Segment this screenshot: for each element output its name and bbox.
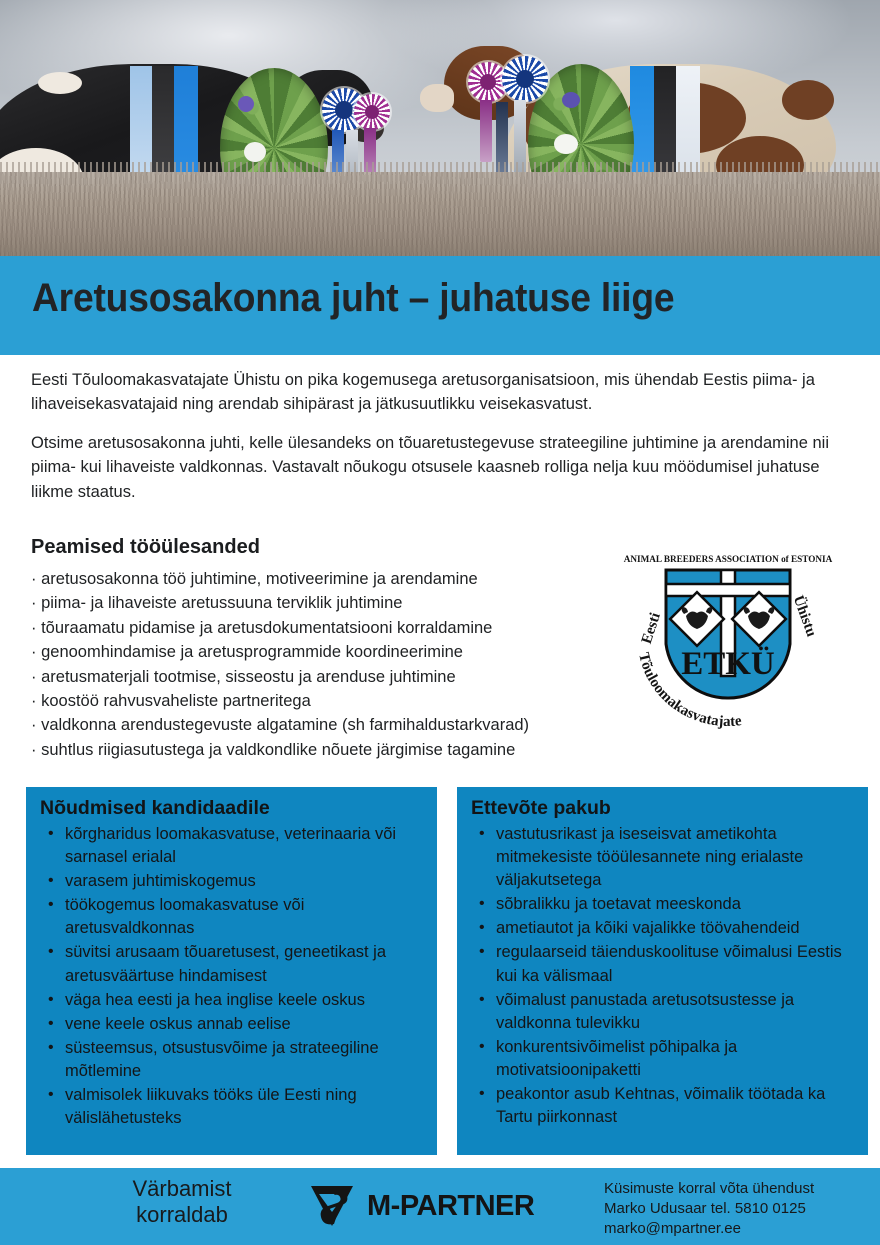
svg-text:Eesti [639,611,664,646]
rosette-center [516,70,534,88]
intro-paragraph-1 [31,368,831,417]
requirements-heading: Nõudmised kandidaadile [40,797,270,819]
wreath-flower [238,96,254,112]
cow-right-rosette [502,56,548,102]
cow-right-muzzle [420,84,454,112]
etku-cross-horizontal [666,584,790,596]
requirement-item: • kõrgharidus loomakasvatuse, veterinaaria või sarnasel erialal [65,823,423,869]
task-item: · koostöö rahvusvaheliste partneritega [31,689,631,713]
recruiter-line-1: Värbamist [132,1176,232,1201]
task-item: · genoomhindamise ja aretusprogrammide koordineerimine [31,640,631,664]
grass-field [0,172,880,256]
title-band [0,256,880,355]
requirement-item: • töökogemus loomakasvatuse või aretusvaldkonnas [65,894,423,940]
offer-item: • peakontor asub Kehtnas, võimalik töötada ka Tartu piirkonnast [496,1083,854,1129]
cow-left-rosette [354,94,390,130]
offer-item: • sõbralikku ja toetavat meeskonda [496,893,854,916]
rosette-center [335,101,353,119]
contact-email[interactable]: marko@mpartner.ee [604,1219,741,1237]
intro-p2-line3: Vastavalt nõukogu otsusele kaasneb rolliga nelja kuu möödumisel juhatuse liikme staatus. [31,458,820,501]
etku-top-text: ANIMAL BREEDERS ASSOCIATION of ESTONIA [623,554,833,564]
requirement-item: • valmisolek liikuvaks tööks üle Eesti ning välislähetusteks [65,1084,423,1130]
wreath-flower [554,134,578,154]
offer-item: • vastutusrikast ja iseseisvat ametikohta mitmekesiste tööülesannete ning erialaste väljakutsetega [496,823,854,892]
svg-text:Ühistu [790,593,821,639]
page-title: Aretusosakonna juht – juhatuse liige [32,276,675,320]
tasks-heading: Peamised tööülesanded [31,536,260,558]
offers-heading: Ettevõte pakub [471,797,611,819]
etku-monogram: ETKÜ [681,646,775,682]
tasks-section [31,536,631,762]
cow-left-patch [38,72,82,94]
intro-p1-line1: Eesti Tõuloomakasvatajate Ühistu on pika kogemusega aretusorganisatsioon, mis ühendab [31,371,699,389]
intro-paragraph-2 [31,431,831,504]
offer-item: • võimalust panustada aretusotsustesse ja valdkonna tulevikku [496,989,854,1035]
etku-arc-yhistu: Ühistu [789,593,820,639]
task-item: · aretusosakonna töö juhtimine, motiveerimine ja arendamine [31,567,631,591]
offer-item: • regulaarseid täienduskoolituse võimalusi Eestis kui ka välismaal [496,941,854,987]
task-item: · valdkonna arendustegevuste algatamine (sh farmihaldustarkvarad) [31,713,631,737]
intro-section [31,368,831,504]
intro-p2-line2: arendamine nii piima- kui lihaveiste valdkonnas. [31,433,829,477]
requirements-list [40,823,423,1130]
offer-item: • ametiautot ja kõiki vajalikke töövahendeid [496,917,854,940]
task-item: · suhtlus riigiasutustega ja valdkondlike nõuete järgimise tagamine [31,738,631,762]
contact-block [604,1179,874,1238]
offers-box [457,787,868,1155]
tasks-list [31,567,631,762]
task-item: · tõuraamatu pidamise ja aretusdokumentatsiooni korraldamine [31,616,631,640]
requirement-item: • varasem juhtimiskogemus [65,870,423,893]
requirement-item: • vene keele oskus annab eelise [65,1013,423,1036]
rosette-center [480,74,496,90]
m-partner-mark-icon [311,1186,353,1226]
recruiter-line-2: korraldab [136,1201,228,1227]
contact-line-1: Küsimuste korral võta ühendust [604,1180,815,1197]
footer-band [0,1168,880,1245]
hero-photo [0,0,880,256]
wreath-flower [562,92,580,108]
rosette-tail [480,100,492,162]
etku-arc-eesti: Eesti [638,610,664,646]
etku-logo [622,548,834,734]
m-partner-wordmark: M-PARTNER [367,1190,535,1222]
contact-line-2: Marko Udusaar tel. 5810 0125 [604,1199,806,1217]
etku-arc-text: Tõuloomakasvatajate [635,651,743,731]
intro-p1-line2: Eestis piima- ja lihaveisekasvatajaid ning arendab sihipärast ja jätkusuutlikku veisekasvatust. [31,371,815,414]
cow-right-patch [782,80,834,120]
requirement-item: • süvitsi arusaam tõuaretusest, geneetikast ja aretusväärtuse hindamisest [65,941,423,987]
task-item: · aretusmaterjali tootmise, sisseostu ja arenduse juhtimine [31,665,631,689]
requirement-item: • süsteemsus, otsustusvõime ja strateegiline mõtlemine [65,1037,423,1083]
task-item: · piima- ja lihaveiste aretussuuna terviklik juhtimine [31,591,631,615]
requirements-box [26,787,437,1155]
offers-list [471,823,854,1129]
intro-p2-line1: Otsime aretusosakonna juhti, kelle ülesandeks on tõuaretustegevuse strateegiline juhtimine ja [31,433,717,452]
rosette-center [365,105,379,119]
offer-item: • konkurentsivõimelist põhipalka ja motivatsioonipaketti [496,1036,854,1082]
wreath-flower [244,142,266,162]
m-partner-logo[interactable] [307,1182,557,1228]
recruiter-label [82,1176,282,1228]
requirement-item: • väga hea eesti ja hea inglise keele oskus [65,989,423,1012]
